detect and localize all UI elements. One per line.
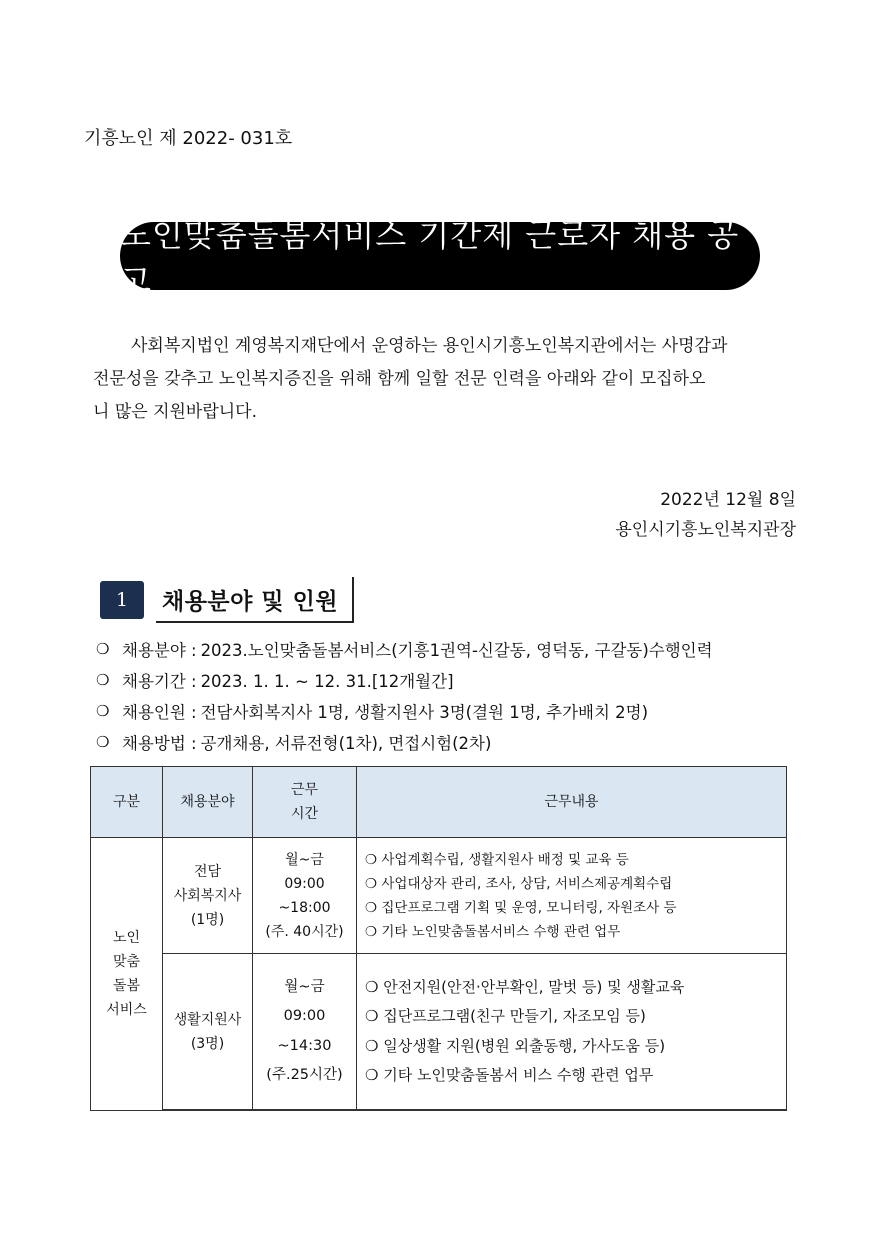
header-field: 채용분야: [163, 767, 253, 838]
category-line: 서비스: [106, 1001, 147, 1018]
intro-line-1: 사회복지법인 계영복지재단에서 운영하는 용인시기흥노인복지관에서는 사명감과: [131, 336, 728, 356]
list-item-value: 전담사회복지사 1명, 생활지원사 3명(결원 1명, 추가배치 2명): [200, 702, 649, 722]
list-item: [96, 664, 713, 695]
duty-item: ❍ 기타 노인맞춤돌봄서 비스 수행 관련 업무: [365, 1066, 654, 1084]
duty-item: ❍ 집단프로그램(친구 만들기, 자조모임 등): [365, 1007, 646, 1025]
intro-paragraph: [93, 330, 798, 429]
work-time-line: (주. 40시간): [265, 923, 344, 940]
category-line: 돌봄: [112, 977, 141, 994]
field-line: 생활지원사: [173, 1011, 242, 1028]
issue-date: 2022년 12월 8일: [660, 490, 796, 510]
section-number-badge: 1: [100, 581, 144, 619]
header-time: [253, 767, 357, 838]
list-item-label: 채용인원 :: [122, 702, 197, 722]
work-time-line: 09:00: [284, 875, 325, 892]
duty-item: ❍ 사업대상자 관리, 조사, 상담, 서비스제공계획수립: [365, 875, 673, 892]
circle-bullet-icon: ❍: [96, 732, 110, 751]
duty-content-cell: [357, 954, 787, 1111]
table-row: [91, 838, 787, 954]
page-title: 노인맞춤돌봄서비스 기간제 근로자 채용 공고: [120, 222, 760, 290]
category-line: 맞춤: [112, 953, 141, 970]
work-time-line: (주.25시간): [266, 1067, 343, 1083]
list-item-label: 채용기간 :: [122, 671, 197, 691]
field-cell: [163, 838, 253, 954]
work-time-line: 09:00: [283, 1008, 326, 1024]
work-time-cell: [253, 838, 357, 954]
work-time-line: 월~금: [284, 978, 325, 995]
list-item-label: 채용방법 :: [122, 733, 197, 753]
document-number: 기흥노인 제 2022- 031호: [84, 128, 293, 149]
duty-item: ❍ 일상생활 지원(병원 외출동행, 가사도움 등): [365, 1036, 666, 1055]
list-item: [96, 726, 713, 757]
category-cell: [91, 838, 163, 1111]
table-header-row: [91, 767, 787, 838]
work-time-cell: [253, 954, 357, 1111]
duty-item: ❍ 기타 노인맞춤돌봄서비스 수행 관련 업무: [365, 923, 621, 940]
field-line: 전담: [193, 863, 222, 880]
field-line: (3명): [190, 1035, 225, 1052]
header-category: 구분: [91, 767, 163, 838]
field-line: (1명): [190, 911, 225, 928]
circle-bullet-icon: ❍: [96, 670, 110, 689]
list-item-value: 2023.노인맞춤돌봄서비스(기흥1권역-신갈동, 영덕동, 구갈동)수행인력: [200, 640, 713, 660]
field-cell: [163, 954, 253, 1111]
work-time-line: ~14:30: [277, 1037, 332, 1054]
table-row: [91, 954, 787, 1111]
section-title: 채용분야 및 인원: [156, 577, 354, 623]
circle-bullet-icon: ❍: [96, 701, 110, 720]
header-time-line-2: 시간: [290, 806, 319, 822]
category-line: 노인: [112, 929, 141, 946]
work-time-line: 월~금: [285, 851, 324, 868]
list-item: [96, 695, 713, 726]
intro-line-2: 전문성을 갖추고 노인복지증진을 위해 함께 일할 전문 인력을 아래와 같이 모집하오: [93, 369, 706, 389]
work-time-line: ~18:00: [278, 899, 331, 916]
issuer-name: 용인시기흥노인복지관장: [615, 520, 796, 540]
duty-item: ❍ 안전지원(안전·안부확인, 말벗 등) 및 생활교육: [365, 977, 685, 996]
duty-content-cell: [357, 838, 787, 954]
field-line: 사회복지사: [173, 887, 242, 904]
duty-item: ❍ 사업계획수립, 생활지원사 배정 및 교육 등: [365, 851, 629, 868]
recruit-summary-list: [96, 633, 713, 757]
circle-bullet-icon: ❍: [96, 639, 110, 658]
header-content: 근무내용: [357, 767, 787, 838]
recruit-table: [90, 766, 787, 1111]
signature-block: [615, 485, 796, 545]
list-item: [96, 633, 713, 664]
header-time-line-1: 근무: [290, 782, 319, 798]
list-item-value: 공개채용, 서류전형(1차), 면접시험(2차): [200, 733, 492, 753]
list-item-label: 채용분야 :: [122, 640, 197, 660]
intro-line-3: 니 많은 지원바랍니다.: [93, 402, 258, 422]
list-item-value: 2023. 1. 1. ~ 12. 31.[12개월간]: [200, 671, 454, 691]
duty-item: ❍ 집단프로그램 기획 및 운영, 모니터링, 자원조사 등: [365, 899, 677, 916]
section-heading: [100, 578, 354, 622]
